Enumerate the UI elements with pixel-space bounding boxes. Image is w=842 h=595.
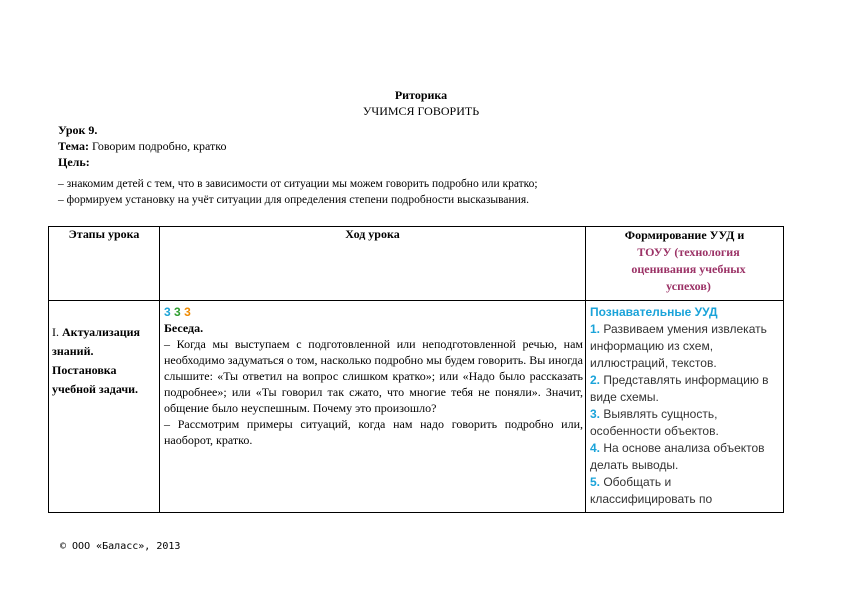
- digit-orange: 3: [184, 305, 191, 319]
- theme-value: Говорим подробно, кратко: [88, 139, 227, 153]
- lesson-theme: [58, 138, 226, 154]
- goal-item: – знакомим детей с тем, что в зависимости от ситуации мы можем говорить подробно или кратко;: [58, 178, 538, 190]
- goal-item: – формируем установку на учёт ситуации для определения степени подробности высказывания.: [58, 194, 529, 206]
- course-cell: [160, 301, 586, 513]
- table-row: [49, 301, 784, 513]
- table-header-row: [49, 227, 784, 301]
- header-uud: [586, 227, 784, 301]
- lesson-number: Урок 9.: [58, 123, 98, 137]
- goal-label: Цель:: [58, 155, 90, 169]
- uud-title: Познавательные УУД: [590, 305, 718, 319]
- header-stages: Этапы урока: [49, 227, 160, 301]
- uud-item: 2. Представлять информацию в виде схемы.: [590, 373, 769, 404]
- copyright-footer: © ООО «Баласс», 2013: [60, 541, 181, 552]
- header-uud-line2: ТОУУ (технология оценивания учебных успехов): [631, 245, 746, 293]
- course-paragraph: – Когда мы выступаем с подготовленной или неподготовленной речью, нам необходимо задуматься о том, насколько подробно мы будем говорить. Вы иногда слышите: «Ты ответил на вопрос слишком кратко»; или «Надо было рассказать подробнее»; или «Ты говорил так сжато, что многие тебя не поняли». Значит, общение было неуспешным. Почему это произошло?: [164, 337, 583, 415]
- uud-item: 5. Обобщать и классифицировать по: [590, 475, 713, 506]
- stage-number: I.: [52, 325, 62, 339]
- header-uud-line1: Формирование УУД и: [624, 228, 745, 242]
- subject-title: Риторика: [394, 88, 448, 102]
- difficulty-digits: [164, 304, 583, 320]
- uud-item: 4. На основе анализа объектов делать выводы.: [590, 441, 765, 472]
- uud-item: 3. Выявлять сущность, особенности объектов.: [590, 407, 719, 438]
- topic-title: УЧИМСЯ ГОВОРИТЬ: [362, 104, 480, 118]
- header-course: Ход урока: [160, 227, 586, 301]
- course-title: Беседа.: [164, 321, 204, 335]
- stage-text: Актуализация знаний. Постановка учебной задачи.: [52, 325, 141, 396]
- theme-label: Тема:: [58, 139, 89, 153]
- digit-blue: 3: [164, 305, 171, 319]
- course-paragraph: – Рассмотрим примеры ситуаций, когда нам надо говорить подробно или, наоборот, кратко.: [164, 417, 583, 447]
- digit-green: 3: [174, 305, 181, 319]
- uud-cell: [586, 301, 784, 513]
- stage-cell: [49, 301, 160, 513]
- uud-item: 1. Развиваем умения извлекать информацию из схем, иллюстраций, текстов.: [590, 322, 767, 370]
- lesson-table: [48, 226, 784, 513]
